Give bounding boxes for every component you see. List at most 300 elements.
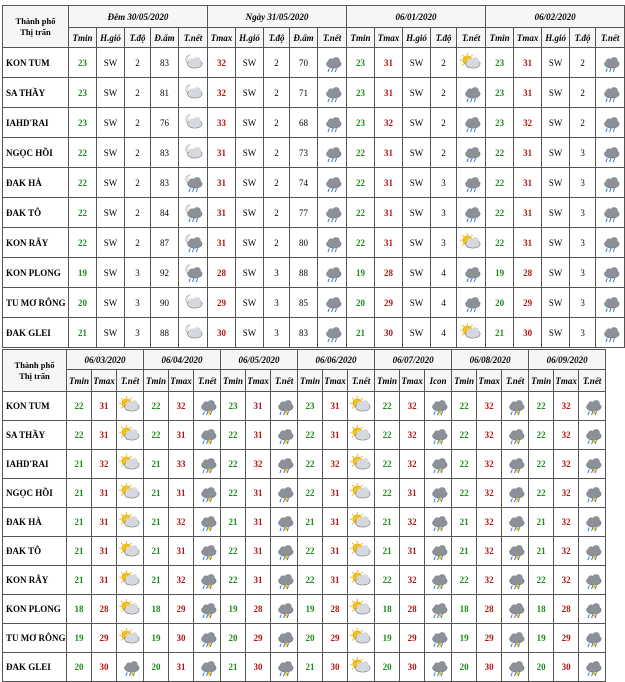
- sun-cloud-icon: [460, 53, 482, 73]
- tmin-cell: 19: [529, 624, 554, 653]
- rain-cloud-icon: [599, 323, 621, 343]
- column-header: Tmax: [323, 370, 348, 392]
- weather-cell: [457, 48, 486, 78]
- value-cell: 68: [290, 108, 318, 138]
- date-header: 06/03/2020: [67, 350, 144, 370]
- tmax-cell: 31: [323, 421, 348, 450]
- table-row: [3, 595, 606, 624]
- tmax-cell: 31: [169, 479, 194, 508]
- tmin-cell: 22: [529, 421, 554, 450]
- rain-cloud-icon: [321, 143, 343, 163]
- storm-cloud-icon: [273, 396, 295, 416]
- weather-cell: [117, 595, 144, 624]
- value-cell: 20: [347, 288, 375, 318]
- column-header: H.gió: [542, 28, 570, 48]
- value-cell: SW: [97, 78, 125, 108]
- value-cell: SW: [97, 138, 125, 168]
- sun-cloud-icon: [119, 425, 141, 445]
- value-cell: 23: [347, 48, 375, 78]
- column-header: T.nết: [318, 28, 347, 48]
- column-header: Tmax: [554, 370, 579, 392]
- weather-cell: [348, 450, 375, 479]
- column-header: T.độ: [570, 28, 596, 48]
- value-cell: 22: [347, 138, 375, 168]
- value-cell: 3: [431, 168, 457, 198]
- tmax-cell: 31: [92, 508, 117, 537]
- storm-cloud-icon: [273, 425, 295, 445]
- value-cell: 83: [151, 168, 179, 198]
- tmin-cell: 22: [221, 479, 246, 508]
- tmin-cell: 20: [221, 624, 246, 653]
- value-cell: 4: [431, 318, 457, 348]
- weather-cell: [425, 653, 452, 682]
- weather-cell: [457, 288, 486, 318]
- rain-cloud-icon: [460, 83, 482, 103]
- value-cell: 2: [264, 198, 290, 228]
- weather-cell: [194, 653, 221, 682]
- tmax-cell: 28: [400, 595, 425, 624]
- storm-cloud-icon: [581, 483, 603, 503]
- city-header: [3, 350, 67, 392]
- sun-cloud-icon: [460, 233, 482, 253]
- sun-cloud-icon: [119, 570, 141, 590]
- weather-cell: [117, 566, 144, 595]
- weather-cell: [318, 138, 347, 168]
- tmin-cell: 21: [452, 508, 477, 537]
- column-header: Tmin: [486, 28, 514, 48]
- weather-cell: [271, 624, 298, 653]
- moon-rain-icon: [182, 233, 204, 253]
- city-name: ĐAK GLEI: [3, 653, 67, 682]
- column-header: Tmax: [246, 370, 271, 392]
- tmax-cell: 31: [323, 566, 348, 595]
- tmin-cell: 22: [298, 566, 323, 595]
- value-cell: 4: [431, 288, 457, 318]
- period-header: Đêm 30/05/2020: [69, 6, 208, 28]
- sun-cloud-icon: [350, 628, 372, 648]
- rain-cloud-icon: [599, 53, 621, 73]
- value-cell: 76: [151, 108, 179, 138]
- tmax-cell: 32: [400, 450, 425, 479]
- column-header: T.nết: [179, 28, 208, 48]
- column-header: Tmax: [169, 370, 194, 392]
- tmax-cell: 31: [246, 566, 271, 595]
- rain-cloud-icon: [321, 203, 343, 223]
- column-header: Tmin: [144, 370, 169, 392]
- value-cell: SW: [403, 228, 431, 258]
- column-header: T.nết: [579, 370, 606, 392]
- tmin-cell: 22: [298, 421, 323, 450]
- storm-cloud-icon: [427, 396, 449, 416]
- tmax-cell: 29: [554, 624, 579, 653]
- value-cell: 33: [208, 108, 236, 138]
- tmax-cell: 30: [169, 624, 194, 653]
- value-cell: 73: [290, 138, 318, 168]
- tmax-cell: 32: [554, 508, 579, 537]
- weather-cell: [179, 198, 208, 228]
- tmin-cell: 21: [529, 508, 554, 537]
- weather-cell: [179, 138, 208, 168]
- value-cell: 31: [514, 168, 542, 198]
- weather-cell: [271, 421, 298, 450]
- value-cell: 92: [151, 258, 179, 288]
- value-cell: 85: [290, 288, 318, 318]
- value-cell: 32: [514, 108, 542, 138]
- value-cell: SW: [236, 288, 264, 318]
- tmin-cell: 22: [452, 566, 477, 595]
- value-cell: 88: [290, 258, 318, 288]
- value-cell: 3: [570, 258, 596, 288]
- value-cell: SW: [236, 138, 264, 168]
- tmin-cell: 19: [67, 624, 92, 653]
- value-cell: 2: [264, 138, 290, 168]
- value-cell: 22: [486, 198, 514, 228]
- city-name: KON TUM: [3, 48, 69, 78]
- tmin-cell: 21: [375, 537, 400, 566]
- value-cell: SW: [403, 258, 431, 288]
- rain-cloud-icon: [321, 83, 343, 103]
- column-header: T.độ: [125, 28, 151, 48]
- sun-cloud-icon: [350, 512, 372, 532]
- value-cell: 2: [125, 48, 151, 78]
- tmin-cell: 21: [67, 450, 92, 479]
- value-cell: 22: [486, 228, 514, 258]
- tmax-cell: 32: [400, 392, 425, 421]
- value-cell: 3: [125, 258, 151, 288]
- value-cell: 29: [208, 288, 236, 318]
- storm-cloud-icon: [504, 483, 526, 503]
- tmax-cell: 30: [554, 653, 579, 682]
- tmin-cell: 18: [144, 595, 169, 624]
- value-cell: 90: [151, 288, 179, 318]
- weather-cell: [502, 624, 529, 653]
- value-cell: 2: [125, 168, 151, 198]
- weather-cell: [457, 258, 486, 288]
- weather-cell: [502, 421, 529, 450]
- value-cell: 22: [486, 168, 514, 198]
- tmin-cell: 23: [221, 392, 246, 421]
- column-header: Tmin: [529, 370, 554, 392]
- value-cell: 3: [570, 168, 596, 198]
- storm-cloud-icon: [273, 512, 295, 532]
- weather-cell: [194, 479, 221, 508]
- column-header: Tmax: [477, 370, 502, 392]
- value-cell: 3: [570, 138, 596, 168]
- value-cell: 2: [264, 108, 290, 138]
- date-header: 06/05/2020: [221, 350, 298, 370]
- storm-cloud-icon: [504, 570, 526, 590]
- storm-cloud-icon: [427, 541, 449, 561]
- sun-cloud-icon: [119, 396, 141, 416]
- city-name: KON RẪY: [3, 566, 67, 595]
- value-cell: 22: [69, 228, 97, 258]
- value-cell: 84: [151, 198, 179, 228]
- tmin-cell: 22: [298, 479, 323, 508]
- value-cell: 22: [69, 168, 97, 198]
- city-name: ĐAK GLEI: [3, 318, 69, 348]
- tmax-cell: 32: [554, 392, 579, 421]
- tmax-cell: 28: [246, 595, 271, 624]
- column-header: T.nết: [348, 370, 375, 392]
- value-cell: 23: [486, 108, 514, 138]
- sun-cloud-icon: [350, 454, 372, 474]
- storm-cloud-icon: [273, 657, 295, 677]
- value-cell: 23: [486, 78, 514, 108]
- weather-cell: [194, 624, 221, 653]
- rain-cloud-icon: [599, 173, 621, 193]
- tmax-cell: 32: [400, 566, 425, 595]
- value-cell: SW: [542, 138, 570, 168]
- rain-cloud-icon: [599, 83, 621, 103]
- column-header: H.gió: [403, 28, 431, 48]
- value-cell: 31: [375, 138, 403, 168]
- column-header: T.nết: [502, 370, 529, 392]
- value-cell: 83: [290, 318, 318, 348]
- tmin-cell: 22: [452, 479, 477, 508]
- period-header: 06/02/2020: [486, 6, 625, 28]
- city-name: KON PLONG: [3, 258, 69, 288]
- value-cell: SW: [542, 258, 570, 288]
- value-cell: 88: [151, 318, 179, 348]
- weather-cell: [318, 288, 347, 318]
- date-header: 06/06/2020: [298, 350, 375, 370]
- storm-cloud-icon: [196, 425, 218, 445]
- column-header: T.độ: [431, 28, 457, 48]
- value-cell: SW: [236, 168, 264, 198]
- table-row: [3, 198, 625, 228]
- city-name: KON PLONG: [3, 595, 67, 624]
- weather-cell: [179, 108, 208, 138]
- column-header: Tmax: [375, 28, 403, 48]
- tmax-cell: 28: [554, 595, 579, 624]
- city-name: ĐAK TÔ: [3, 537, 67, 566]
- value-cell: 31: [514, 48, 542, 78]
- weather-cell: [457, 168, 486, 198]
- weather-cell: [179, 78, 208, 108]
- tmax-cell: 32: [323, 450, 348, 479]
- storm-cloud-icon: [273, 570, 295, 590]
- tmin-cell: 22: [375, 566, 400, 595]
- weather-cell: [457, 198, 486, 228]
- table-row: [3, 479, 606, 508]
- weather-cell: [348, 421, 375, 450]
- storm-cloud-icon: [581, 512, 603, 532]
- storm-cloud-icon: [119, 657, 141, 677]
- weather-cell: [457, 78, 486, 108]
- storm-cloud-icon: [427, 657, 449, 677]
- table-row: [3, 288, 625, 318]
- value-cell: 3: [570, 288, 596, 318]
- weather-cell: [502, 653, 529, 682]
- weather-cell: [117, 537, 144, 566]
- storm-cloud-icon: [581, 541, 603, 561]
- value-cell: 30: [514, 318, 542, 348]
- weather-cell: [348, 624, 375, 653]
- tmax-cell: 31: [92, 421, 117, 450]
- column-header: T.nết: [117, 370, 144, 392]
- city-header-line2: Thị trấn: [19, 370, 50, 381]
- rain-cloud-icon: [460, 173, 482, 193]
- value-cell: SW: [542, 288, 570, 318]
- forecast-table-2: [2, 349, 606, 682]
- weather-cell: [318, 48, 347, 78]
- table-row: [3, 138, 625, 168]
- column-header: Tmin: [298, 370, 323, 392]
- rain-cloud-icon: [321, 113, 343, 133]
- tmax-cell: 30: [477, 653, 502, 682]
- moon-rain-icon: [182, 173, 204, 193]
- moon-cloud-icon: [182, 143, 204, 163]
- weather-cell: [179, 168, 208, 198]
- table-row: [3, 508, 606, 537]
- weather-cell: [318, 198, 347, 228]
- weather-cell: [194, 450, 221, 479]
- weather-cell: [318, 108, 347, 138]
- weather-cell: [348, 479, 375, 508]
- table-row: [3, 537, 606, 566]
- tmax-cell: 31: [246, 508, 271, 537]
- value-cell: 83: [151, 48, 179, 78]
- value-cell: SW: [97, 228, 125, 258]
- tmin-cell: 20: [375, 653, 400, 682]
- weather-cell: [502, 566, 529, 595]
- weather-cell: [194, 537, 221, 566]
- value-cell: 22: [347, 168, 375, 198]
- tmax-cell: 33: [169, 450, 194, 479]
- weather-cell: [179, 228, 208, 258]
- weather-cell: [318, 258, 347, 288]
- sun-cloud-icon: [350, 541, 372, 561]
- storm-cloud-icon: [427, 512, 449, 532]
- weather-cell: [117, 653, 144, 682]
- weather-cell: [457, 108, 486, 138]
- sun-cloud-icon: [119, 599, 141, 619]
- tmax-cell: 29: [169, 595, 194, 624]
- weather-cell: [425, 479, 452, 508]
- value-cell: 81: [151, 78, 179, 108]
- value-cell: 3: [431, 228, 457, 258]
- weather-cell: [194, 566, 221, 595]
- column-header: T.nết: [596, 28, 625, 48]
- tmax-cell: 31: [323, 392, 348, 421]
- value-cell: SW: [403, 78, 431, 108]
- value-cell: 3: [431, 198, 457, 228]
- tmax-cell: 32: [92, 450, 117, 479]
- value-cell: 22: [486, 138, 514, 168]
- city-header-line1: Thành phố: [15, 15, 56, 26]
- rain-cloud-icon: [599, 203, 621, 223]
- tmax-cell: 32: [477, 566, 502, 595]
- table-row: [3, 258, 625, 288]
- value-cell: SW: [542, 78, 570, 108]
- tmax-cell: 32: [169, 392, 194, 421]
- storm-cloud-icon: [427, 599, 449, 619]
- value-cell: 2: [431, 78, 457, 108]
- value-cell: 2: [125, 78, 151, 108]
- value-cell: 3: [125, 288, 151, 318]
- column-header: Icon: [425, 370, 452, 392]
- storm-cloud-icon: [196, 628, 218, 648]
- weather-cell: [579, 624, 606, 653]
- value-cell: 28: [514, 258, 542, 288]
- tmin-cell: 22: [221, 450, 246, 479]
- storm-cloud-icon: [427, 425, 449, 445]
- value-cell: SW: [97, 318, 125, 348]
- tmax-cell: 31: [92, 392, 117, 421]
- value-cell: 32: [208, 48, 236, 78]
- value-cell: 23: [347, 78, 375, 108]
- tmin-cell: 22: [375, 479, 400, 508]
- column-header: Tmin: [67, 370, 92, 392]
- moon-cloud-icon: [182, 293, 204, 313]
- storm-cloud-icon: [581, 599, 603, 619]
- tmax-cell: 31: [246, 537, 271, 566]
- moon-cloud-icon: [182, 113, 204, 133]
- storm-cloud-icon: [427, 628, 449, 648]
- tmax-cell: 32: [400, 421, 425, 450]
- value-cell: 19: [486, 258, 514, 288]
- column-header: T.độ: [264, 28, 290, 48]
- weather-cell: [425, 566, 452, 595]
- storm-cloud-icon: [273, 454, 295, 474]
- tmin-cell: 21: [529, 537, 554, 566]
- value-cell: 2: [264, 78, 290, 108]
- date-header: 06/08/2020: [452, 350, 529, 370]
- tmax-cell: 29: [323, 624, 348, 653]
- tmin-cell: 22: [221, 566, 246, 595]
- value-cell: 22: [69, 198, 97, 228]
- value-cell: SW: [236, 258, 264, 288]
- tmax-cell: 32: [400, 508, 425, 537]
- weather-cell: [271, 450, 298, 479]
- value-cell: 21: [69, 318, 97, 348]
- tmin-cell: 22: [529, 566, 554, 595]
- tmin-cell: 21: [221, 508, 246, 537]
- storm-cloud-icon: [273, 599, 295, 619]
- value-cell: 4: [431, 258, 457, 288]
- column-header: Đ.ẩm: [290, 28, 318, 48]
- rain-cloud-icon: [599, 113, 621, 133]
- tmax-cell: 32: [477, 450, 502, 479]
- weather-cell: [348, 508, 375, 537]
- value-cell: 20: [69, 288, 97, 318]
- weather-cell: [596, 318, 625, 348]
- value-cell: SW: [236, 48, 264, 78]
- rain-cloud-icon: [460, 263, 482, 283]
- storm-cloud-icon: [504, 628, 526, 648]
- table-row: [3, 108, 625, 138]
- tmax-cell: 31: [246, 421, 271, 450]
- value-cell: 28: [375, 258, 403, 288]
- column-header: Tmax: [208, 28, 236, 48]
- column-header: T.nết: [194, 370, 221, 392]
- weather-cell: [194, 421, 221, 450]
- column-header: Tmin: [375, 370, 400, 392]
- city-name: NGỌC HỒI: [3, 479, 67, 508]
- value-cell: SW: [97, 258, 125, 288]
- value-cell: SW: [403, 198, 431, 228]
- rain-cloud-icon: [599, 263, 621, 283]
- column-header: Tmin: [452, 370, 477, 392]
- tmax-cell: 32: [477, 537, 502, 566]
- weather-cell: [425, 595, 452, 624]
- sun-cloud-icon: [350, 570, 372, 590]
- tmin-cell: 22: [221, 421, 246, 450]
- tmax-cell: 31: [92, 537, 117, 566]
- value-cell: SW: [542, 228, 570, 258]
- city-name: TU MƠ RÔNG: [3, 624, 67, 653]
- rain-cloud-icon: [460, 113, 482, 133]
